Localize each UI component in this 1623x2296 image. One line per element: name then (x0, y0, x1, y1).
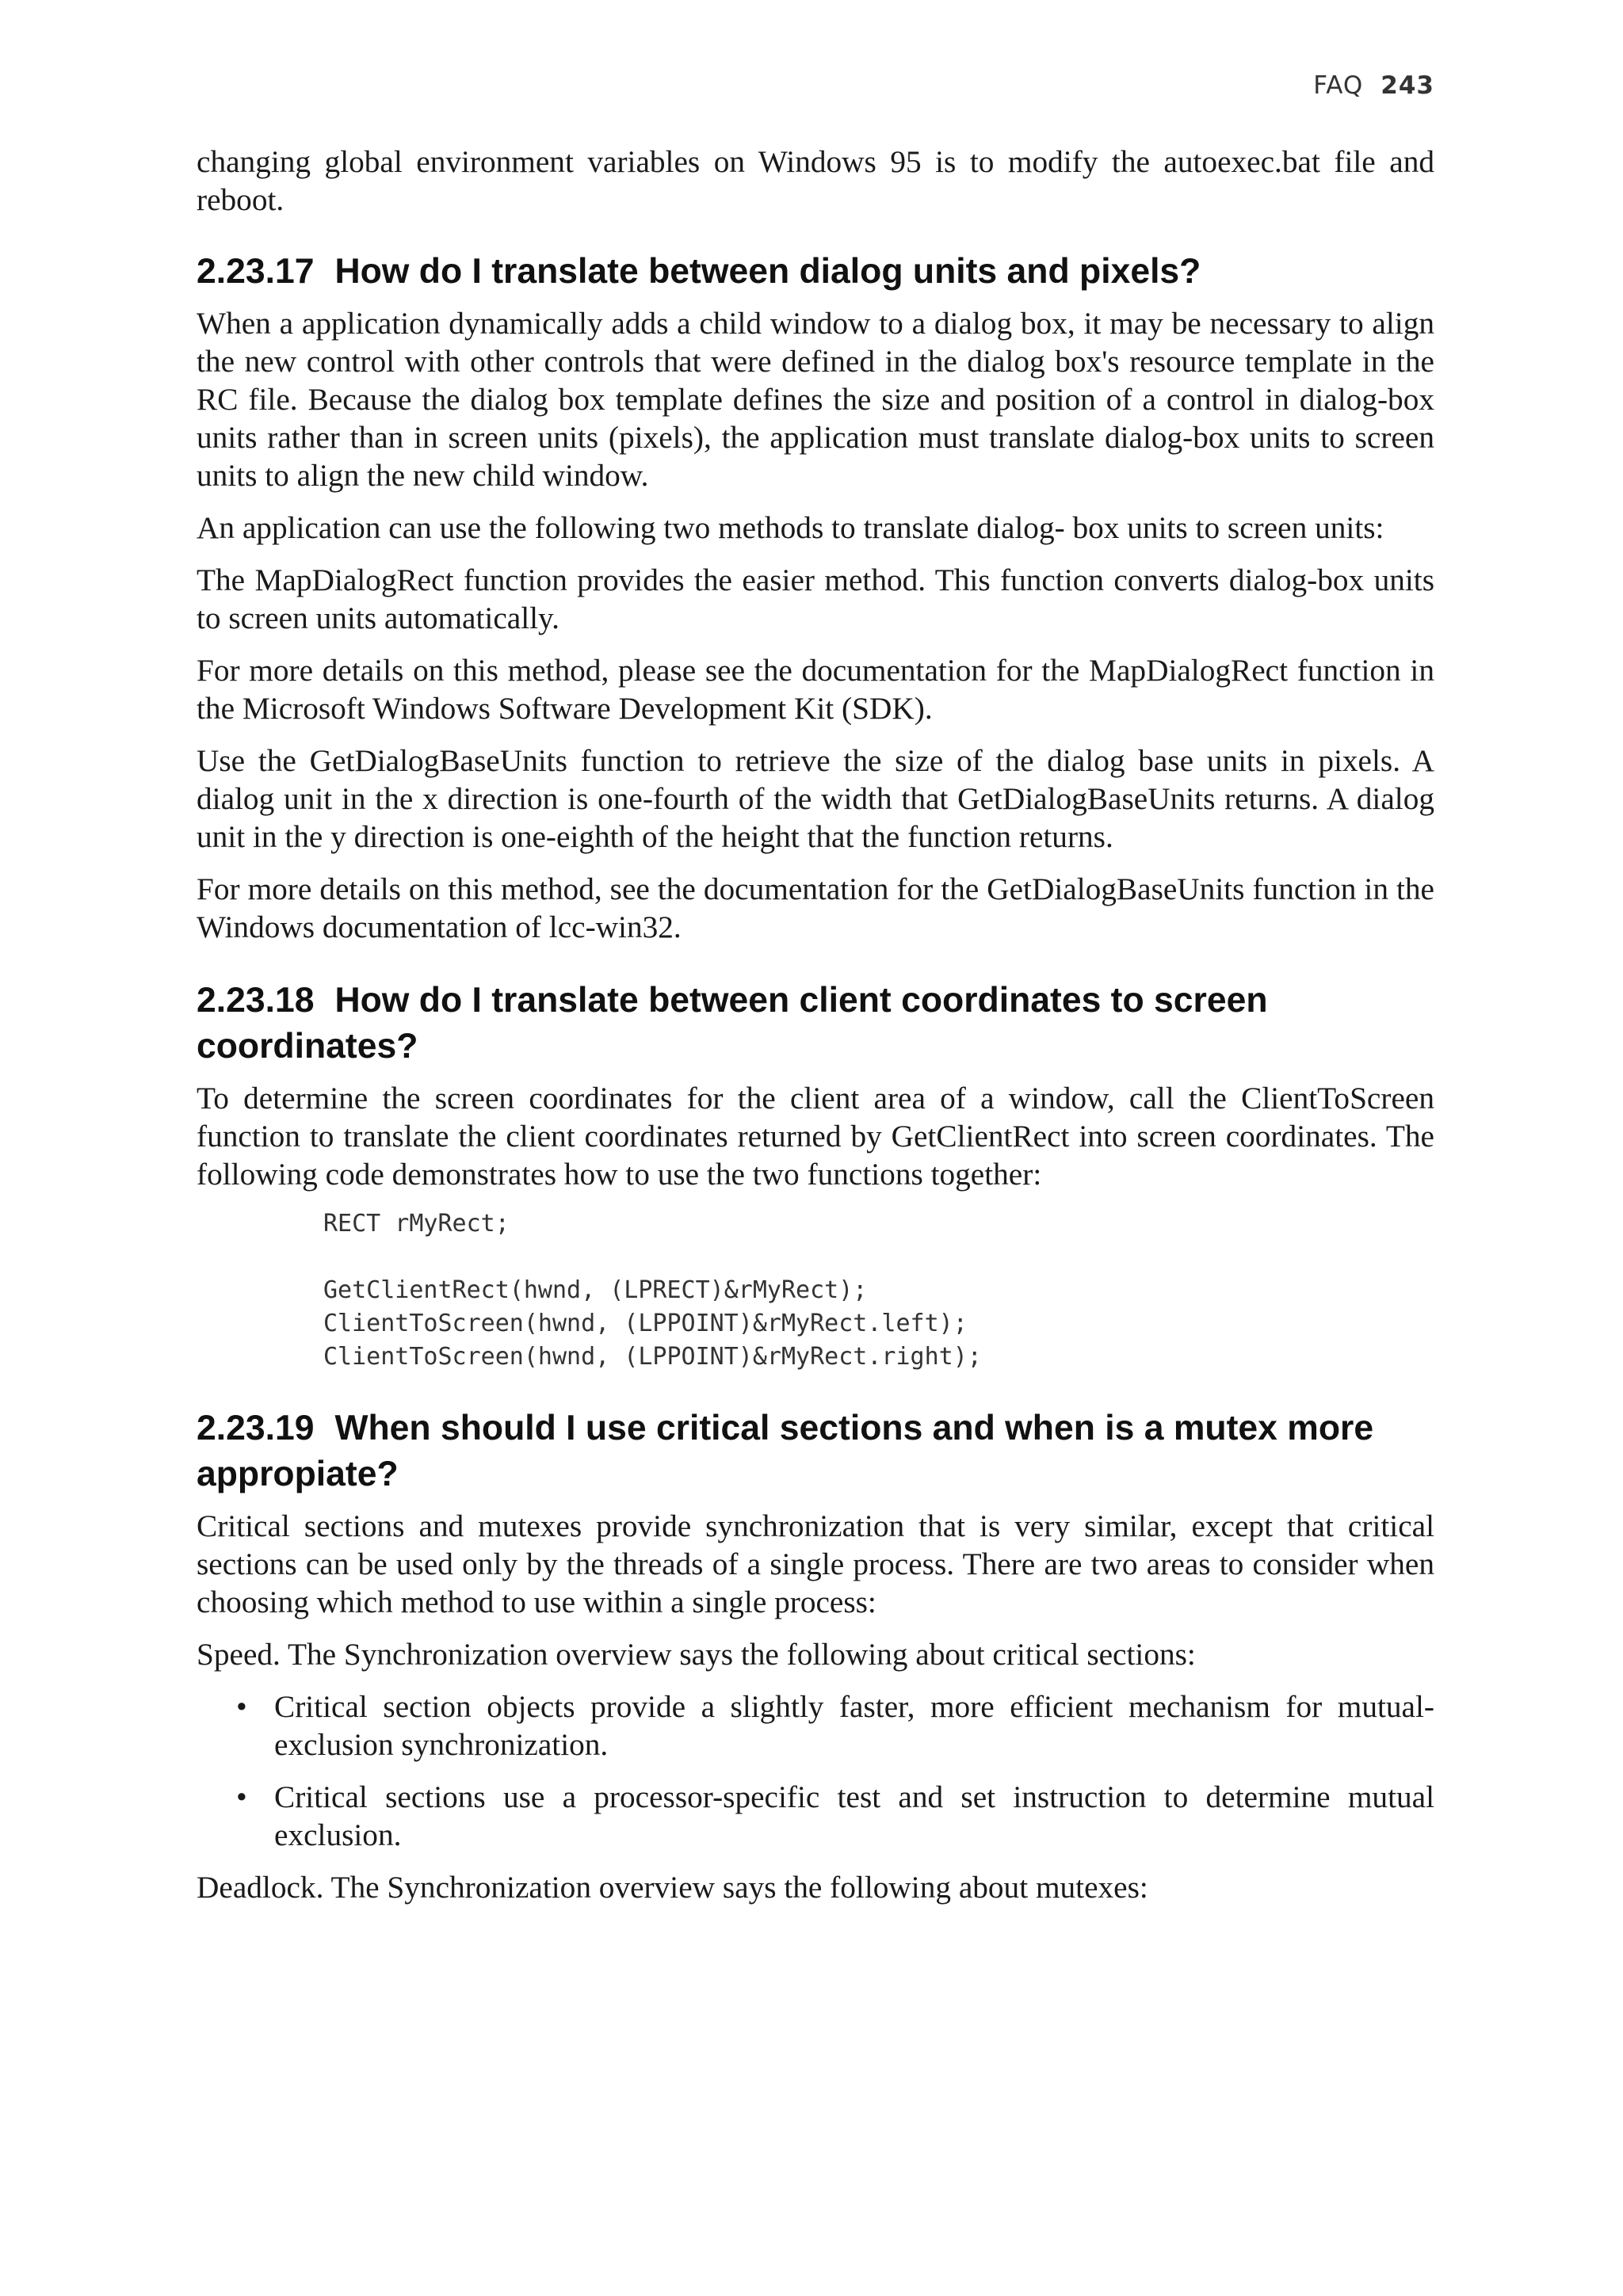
paragraph: For more details on this method, please see the documentation for the MapDialogRect function in the Microsoft Windows Software Development Kit (SDK). (197, 653, 1434, 726)
bullet-list (197, 1688, 1434, 1854)
list-item (197, 1688, 1434, 1764)
section-number: 2.23.18 (197, 981, 315, 1020)
paragraph: Speed. The Synchronization overview says the following about critical sections: (197, 1637, 1196, 1672)
paragraph-continued: changing global environment variables on Windows 95 is to modify the autoexec.bat file and reboot. (197, 144, 1434, 217)
bullet-icon: • (236, 1779, 247, 1814)
bullet-icon: • (236, 1689, 247, 1724)
page-content (197, 143, 1434, 1920)
running-header-section: FAQ (1313, 71, 1364, 100)
paragraph: The MapDialogRect function provides the easier method. This function converts dialog-box units to screen units automatically. (197, 563, 1434, 635)
section-number: 2.23.17 (197, 252, 315, 291)
paragraph: When a application dynamically adds a child window to a dialog box, it may be necessary to align the new control with other controls that were defined in the dialog box's resource template in the RC file. Because the dialog box template defines the size and position of a control in dialog-box units rather than in screen units (pixels), the application must translate dialog-box units to screen units to align the new child window. (197, 306, 1434, 493)
paragraph: Deadlock. The Synchronization overview says the following about mutexes: (197, 1870, 1148, 1905)
list-item-text: Critical sections use a processor-specific test and set instruction to determine mutual exclusion. (274, 1779, 1434, 1852)
section-title: How do I translate between client coordinates to screen coordinates? (197, 981, 1268, 1066)
list-item-text: Critical section objects provide a slightly faster, more efficient mechanism for mutual-exclusion synchronization. (274, 1689, 1434, 1762)
paragraph: To determine the screen coordinates for the client area of a window, call the ClientToScreen function to translate the client coordinates returned by GetClientRect into screen coordinates. The following code demonstrates how to use the two functions together: (197, 1081, 1434, 1192)
section-heading-2-23-19 (197, 1405, 1434, 1497)
paragraph: Critical sections and mutexes provide synchronization that is very similar, except that critical sections can be used only by the threads of a single process. There are two areas to consider when choosing which method to use within a single process: (197, 1508, 1434, 1619)
section-title: When should I use critical sections and when is a mutex more appropiate? (197, 1409, 1374, 1493)
code-block: RECT rMyRect; GetClientRect(hwnd, (LPRECT)&rMyRect); ClientToScreen(hwnd, (LPPOINT)&rMyRect.left); ClientToScreen(hwnd, (LPPOINT)&rMyRect.right); (323, 1210, 982, 1371)
paragraph: For more details on this method, see the documentation for the GetDialogBaseUnits function in the Windows documentation of lcc-win32. (197, 871, 1434, 944)
page-number: 243 (1381, 71, 1434, 100)
section-heading-2-23-18 (197, 978, 1434, 1070)
paragraph: An application can use the following two methods to translate dialog- box units to screen units: (197, 510, 1384, 545)
paragraph: Use the GetDialogBaseUnits function to retrieve the size of the dialog base units in pixels. A dialog unit in the x direction is one-fourth of the width that GetDialogBaseUnits returns. A dialog unit in the y direction is one-eighth of the height that the function returns. (197, 743, 1434, 854)
list-item (197, 1778, 1434, 1854)
section-title: How do I translate between dialog units and pixels? (334, 252, 1201, 291)
running-header (1313, 71, 1434, 100)
section-heading-2-23-17 (197, 249, 1434, 295)
section-number: 2.23.19 (197, 1409, 315, 1447)
